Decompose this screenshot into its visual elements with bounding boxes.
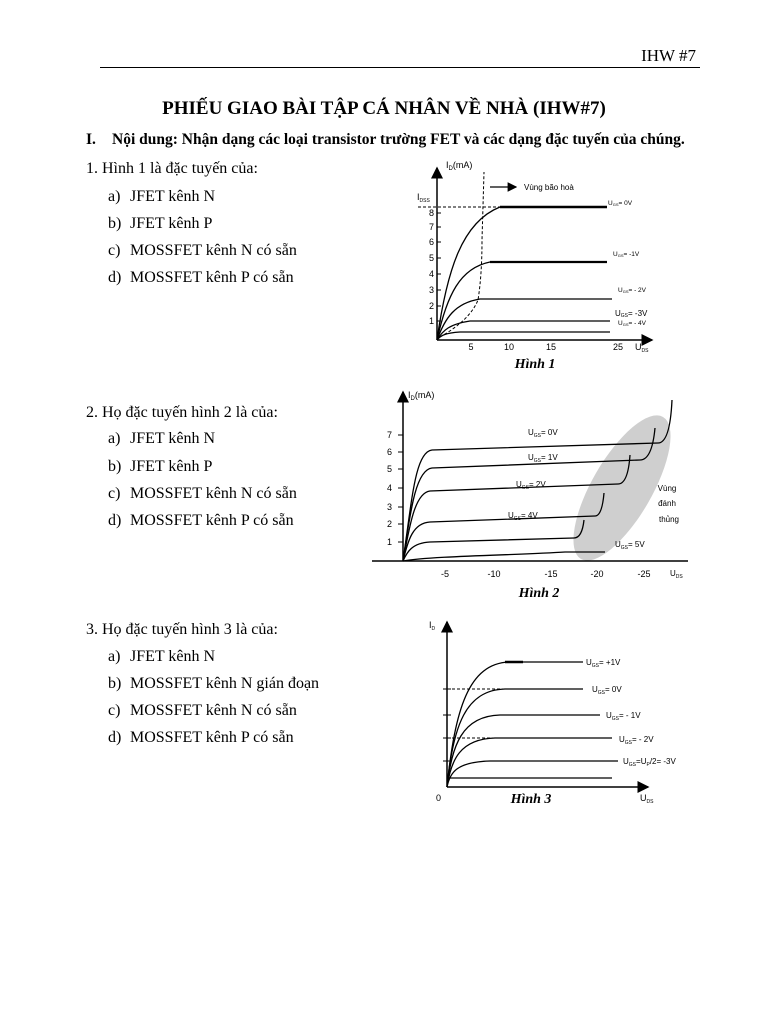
question-2-prompt: 2. Họ đặc tuyến hình 2 là của:: [86, 404, 278, 421]
fig2-ytick: 7: [386, 430, 392, 440]
fig1-caption: Hình 1: [514, 357, 556, 372]
question-2-option-c[interactable]: c) MOSSFET kênh N có sẵn: [108, 485, 297, 502]
question-3-option-d[interactable]: d) MOSSFET kênh P có sẵn: [108, 729, 294, 746]
svg-text:Vùng: Vùng: [657, 484, 677, 493]
fig1-x-label: $U_{DS}$: [635, 342, 649, 354]
fig3-curve-label: $U_{GS}= - 2V$: [619, 735, 654, 746]
fig3-curve-label: $U_{GS}= - 1V$: [606, 711, 641, 722]
fig1-curve: [437, 207, 607, 340]
document-tag: IHW #7: [641, 46, 696, 65]
fig2-curve-label: $U_{GS}= 0V$: [528, 428, 558, 439]
fig1-region-label: Vùng bão hoà: [524, 183, 574, 192]
fig1-idss-label: $I_{DSS}$: [417, 192, 430, 204]
fig2-ytick: 1: [386, 537, 392, 547]
question-3-option-c[interactable]: c) MOSSFET kênh N có sẵn: [108, 702, 297, 719]
fig1-curve-label: UGS= - 2V: [618, 287, 647, 294]
fig1-ytick: 1: [428, 316, 434, 326]
fig2-ytick: 2: [386, 519, 392, 529]
question-2-option-b[interactable]: b) JFET kênh P: [108, 458, 213, 475]
fig1-ytick: 5: [428, 253, 434, 263]
question-1-option-c[interactable]: c) MOSSFET kênh N có sẵn: [108, 242, 297, 259]
fig3-x-label: $U_{DS}$: [640, 793, 654, 805]
question-1-option-a[interactable]: a) JFET kênh N: [108, 188, 216, 205]
fig1-curve: [437, 299, 612, 340]
fig3-curve-label: $U_{GS}=U_P/2= -3V$: [623, 757, 676, 768]
question-2-option-d[interactable]: d) MOSSFET kênh P có sẵn: [108, 512, 294, 529]
fig1-curve-label: UGS= - 4V: [618, 320, 647, 327]
fig1-xtick: 25: [612, 342, 624, 352]
question-1-option-d[interactable]: d) MOSSFET kênh P có sẵn: [108, 269, 294, 286]
fig1-xtick: 15: [545, 342, 557, 352]
fig1-curve: [437, 321, 610, 340]
fig3-origin: 0: [436, 793, 442, 803]
fig2-xtick: -25: [637, 569, 651, 579]
fig1-ytick: 8: [428, 208, 434, 218]
fig2-curve: [403, 552, 605, 561]
fig1-curve: [437, 332, 610, 340]
fig1-ytick: 7: [428, 222, 434, 232]
figure-2: [372, 390, 689, 601]
fig3-curve-label: $U_{GS}= 0V$: [592, 685, 622, 696]
fig3-caption: Hình 3: [510, 792, 552, 807]
fig2-ytick: 5: [386, 464, 392, 474]
question-1-prompt: 1. Hình 1 là đặc tuyến của:: [86, 160, 258, 177]
fig3-curve: [447, 761, 618, 787]
fig3-y-label: $I_D$: [429, 620, 436, 632]
page-title: PHIẾU GIAO BÀI TẬP CÁ NHÂN VỀ NHÀ (IHW#7): [162, 98, 606, 119]
fig2-ytick: 3: [386, 502, 392, 512]
fig3-curve: [447, 662, 583, 787]
fig1-ytick: 4: [428, 269, 434, 279]
fig2-xtick: -20: [590, 569, 604, 579]
fig2-xtick: -15: [544, 569, 558, 579]
fig2-xtick: -5: [440, 569, 450, 579]
fig2-caption: Hình 2: [518, 586, 560, 601]
fig1-ytick: 6: [428, 237, 434, 247]
fig2-curve-label: $U_{GS}= 4V$: [508, 511, 538, 522]
fig1-xtick: 5: [468, 342, 474, 352]
fig2-x-label: $U_{DS}$: [670, 569, 683, 580]
fig1-ytick: 3: [428, 285, 434, 295]
fig2-curve-label: $U_{GS}= 5V$: [615, 540, 645, 551]
fig1-ytick: 2: [428, 301, 434, 311]
question-3-option-a[interactable]: a) JFET kênh N: [108, 648, 216, 665]
question-3-option-b[interactable]: b) MOSSFET kênh N gián đoạn: [108, 675, 320, 692]
fig2-ytick: 6: [386, 447, 392, 457]
fig3-curve-label: $U_{GS}= +1V$: [586, 658, 621, 669]
question-2-option-a[interactable]: a) JFET kênh N: [108, 430, 216, 447]
fig2-region-label: [658, 484, 679, 524]
svg-text:thủng: thủng: [658, 515, 680, 524]
fig2-ytick: 4: [386, 483, 392, 493]
svg-text:đánh: đánh: [658, 499, 676, 508]
question-1-option-b[interactable]: b) JFET kênh P: [108, 215, 213, 232]
fig1-y-label: $I_D(mA)$: [446, 160, 473, 172]
fig1-xtick: 10: [503, 342, 515, 352]
figure-3: [429, 620, 676, 807]
fig2-y-label: $I_D(mA)$: [408, 390, 435, 402]
fig1-curve-label: UGS= 0V: [608, 200, 633, 207]
section-text: Nội dung: Nhận dạng các loại transistor trường FET và các dạng đặc tuyến của chúng.: [112, 131, 685, 148]
fig2-xtick: -10: [487, 569, 501, 579]
fig1-curve-label: UGS= -1V: [613, 251, 640, 258]
fig1-curve: [437, 262, 607, 340]
fig2-curve: [403, 493, 604, 561]
question-3-prompt: 3. Họ đặc tuyến hình 3 là của:: [86, 621, 278, 638]
fig3-curve: [447, 715, 600, 787]
fig2-curve-label: $U_{GS}= 2V$: [516, 480, 546, 491]
fig2-curve-label: $U_{GS}= 1V$: [528, 453, 558, 464]
fig1-curve-label: UGS= -3V: [615, 309, 648, 319]
section-number: I.: [86, 131, 96, 148]
